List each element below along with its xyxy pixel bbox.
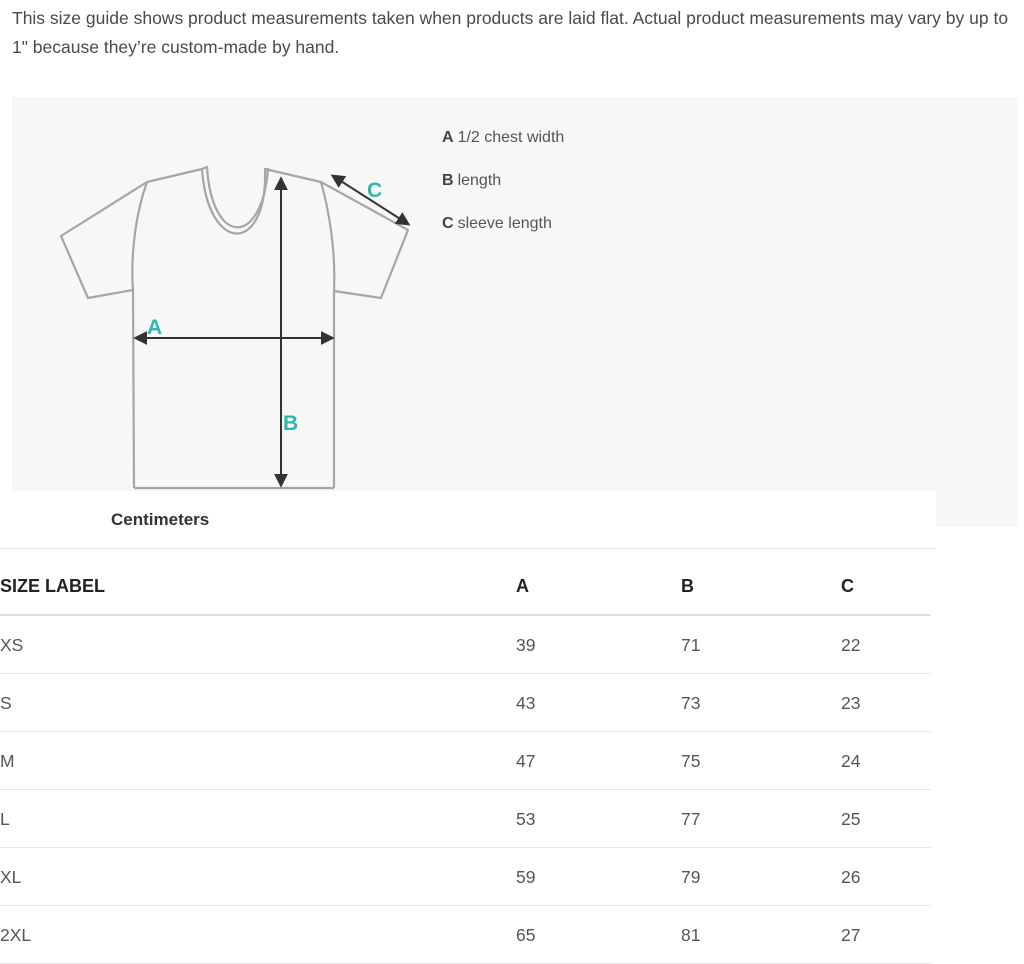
cell-a: 59 bbox=[516, 848, 681, 906]
tshirt-outline bbox=[61, 167, 408, 488]
measurement-diagram-panel bbox=[12, 97, 1018, 527]
measurement-legend bbox=[442, 127, 564, 256]
size-table bbox=[0, 558, 931, 964]
legend-key: A bbox=[442, 129, 454, 146]
header-c: C bbox=[841, 558, 931, 615]
cell-b: 73 bbox=[681, 674, 841, 732]
cell-a: 53 bbox=[516, 790, 681, 848]
header-size-label: SIZE LABEL bbox=[0, 558, 516, 615]
cell-c: 24 bbox=[841, 732, 931, 790]
cell-c: 23 bbox=[841, 674, 931, 732]
size-guide-intro: This size guide shows product measurements taken when products are laid flat. Actual product measurements may vary by up to 1" because they’re custom-made by hand. bbox=[12, 8, 1009, 57]
cell-c: 26 bbox=[841, 848, 931, 906]
cell-b: 79 bbox=[681, 848, 841, 906]
table-row bbox=[0, 906, 931, 964]
cell-a: 39 bbox=[516, 615, 681, 674]
table-row bbox=[0, 848, 931, 906]
label-b: B bbox=[283, 412, 299, 435]
cell-a: 65 bbox=[516, 906, 681, 964]
cell-b: 75 bbox=[681, 732, 841, 790]
legend-key: C bbox=[442, 215, 454, 232]
cell-c: 25 bbox=[841, 790, 931, 848]
legend-item-c bbox=[442, 213, 564, 256]
legend-desc: length bbox=[457, 172, 502, 189]
label-c: C bbox=[367, 179, 383, 202]
cell-b: 81 bbox=[681, 906, 841, 964]
divider bbox=[0, 548, 936, 549]
table-header-row bbox=[0, 558, 931, 615]
header-b: B bbox=[681, 558, 841, 615]
legend-key: B bbox=[442, 172, 454, 189]
cell-size: 2XL bbox=[0, 906, 516, 964]
table-row bbox=[0, 674, 931, 732]
legend-item-b bbox=[442, 170, 564, 213]
cell-b: 71 bbox=[681, 615, 841, 674]
legend-desc: 1/2 chest width bbox=[457, 129, 565, 146]
cell-size: M bbox=[0, 732, 516, 790]
table-row bbox=[0, 732, 931, 790]
label-a: A bbox=[147, 316, 163, 339]
unit-title: Centimeters bbox=[111, 510, 210, 529]
cell-c: 27 bbox=[841, 906, 931, 964]
cell-size: L bbox=[0, 790, 516, 848]
table-row bbox=[0, 790, 931, 848]
cell-a: 43 bbox=[516, 674, 681, 732]
header-a: A bbox=[516, 558, 681, 615]
legend-item-a bbox=[442, 127, 564, 170]
cell-b: 77 bbox=[681, 790, 841, 848]
cell-size: S bbox=[0, 674, 516, 732]
size-table-section bbox=[0, 491, 936, 956]
tshirt-measurement-diagram bbox=[12, 97, 432, 527]
cell-size: XS bbox=[0, 615, 516, 674]
legend-desc: sleeve length bbox=[457, 215, 552, 232]
table-row bbox=[0, 615, 931, 674]
cell-c: 22 bbox=[841, 615, 931, 674]
cell-a: 47 bbox=[516, 732, 681, 790]
cell-size: XL bbox=[0, 848, 516, 906]
